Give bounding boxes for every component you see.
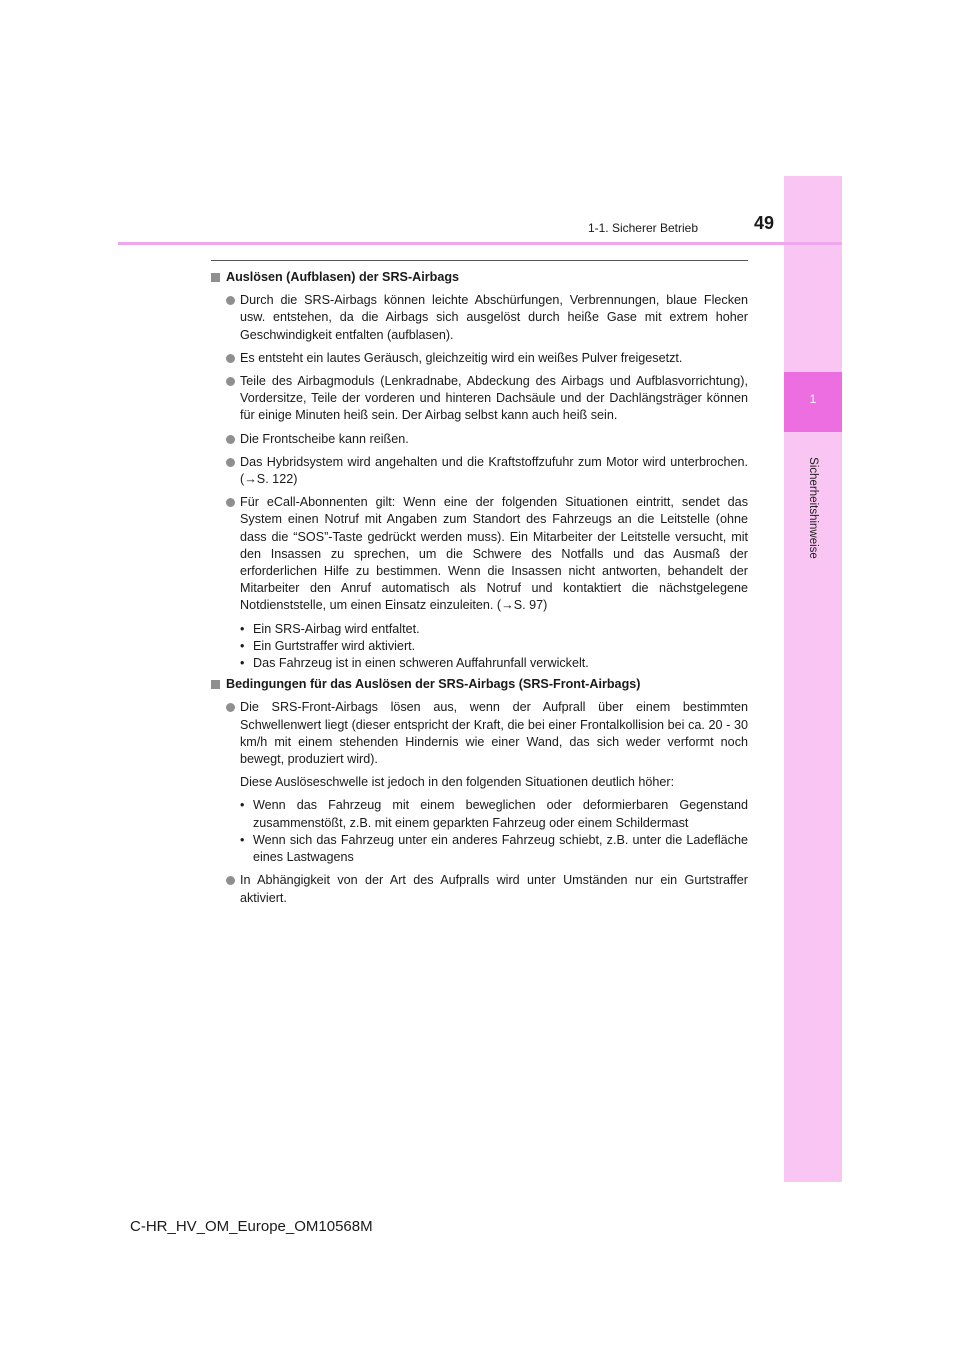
sub-list-item: • Wenn sich das Fahrzeug unter ein anderes Fahrzeug schiebt, z.B. unter die Ladefläche eines Lastwagens xyxy=(240,832,748,866)
list-item-text: Es entsteht ein lautes Geräusch, gleichzeitig wird ein weißes Pulver freigesetzt. xyxy=(240,350,683,365)
square-bullet-icon xyxy=(211,680,220,689)
chapter-number: 1 xyxy=(809,392,817,406)
round-bullet-icon xyxy=(226,458,235,467)
round-bullet-icon xyxy=(226,876,235,885)
round-bullet-icon xyxy=(226,354,235,363)
sub-list-text: Das Fahrzeug ist in einen schweren Auffahrunfall verwickelt. xyxy=(253,656,589,671)
list-item-text: In Abhängigkeit von der Art des Aufpralls wird unter Umständen nur ein Gurtstraffer aktiviert. xyxy=(240,873,748,905)
section-heading xyxy=(211,676,748,693)
round-bullet-icon xyxy=(226,296,235,305)
heading-text: Auslösen (Aufblasen) der SRS-Airbags xyxy=(226,270,460,284)
sub-list-item: • Das Fahrzeug ist in einen schweren Auffahrunfall verwickelt. xyxy=(240,655,748,672)
list-item xyxy=(211,454,748,488)
paragraph: Diese Auslöseschwelle ist jedoch in den folgenden Situationen deutlich höher: xyxy=(240,775,675,790)
square-bullet-icon xyxy=(211,273,220,282)
sub-list-text: Wenn das Fahrzeug mit einem beweglichen oder deformierbaren Gegenstand zusammenstößt, z.B. mit einem geparkten Fahrzeug oder einem Schildermast xyxy=(253,798,748,830)
list-item-text: Durch die SRS-Airbags können leichte Abschürfungen, Verbrennungen, blaue Flecken usw. entstehen, da die Airbags sich ausgelöst durch heiße Gase mit extrem hoher Geschwindigkeit entfalten (aufblasen). xyxy=(240,293,748,342)
sub-list-item: • Ein Gurtstraffer wird aktiviert. xyxy=(240,638,748,655)
document-code: C-HR_HV_OM_Europe_OM10568M xyxy=(130,1218,373,1235)
list-item xyxy=(211,494,748,614)
section-heading xyxy=(211,269,748,286)
chapter-title: Sicherheitshinweise xyxy=(807,457,819,559)
list-item-text: Die SRS-Front-Airbags lösen aus, wenn der Aufprall über einem bestimmten Schwellenwert liegt (dieser entspricht der Kraft, die bei einer Frontalkollision bei ca. 20 - 30 km/h mit einem stehenden Hindernis wie einer Wand, das sich weder verformt noch bewegt, produziert wird). xyxy=(240,700,748,767)
sub-list xyxy=(240,621,748,673)
list-item xyxy=(211,292,748,344)
sub-list xyxy=(240,797,748,866)
page-number: 49 xyxy=(753,213,774,233)
list-item-text: Die Frontscheibe kann reißen. xyxy=(240,431,409,446)
sub-list-text: Ein Gurtstraffer wird aktiviert. xyxy=(253,638,416,653)
sub-list-text: Ein SRS-Airbag wird entfaltet. xyxy=(253,621,420,636)
list-item xyxy=(211,350,748,367)
list-item xyxy=(211,431,748,448)
content-divider xyxy=(211,260,748,261)
round-bullet-icon xyxy=(226,435,235,444)
section-title: 1-1. Sicherer Betrieb xyxy=(587,221,698,235)
round-bullet-icon xyxy=(226,703,235,712)
list-item-text: Für eCall-Abonnenten gilt: Wenn eine der folgenden Situationen eintritt, sendet das System einen Notruf mit Angaben zum Standort des Fahrzeugs an die Leitstelle (ohne dass die “SOS”-Taste gedrückt werden muss). Ein Mitarbeiter der Leitstelle versucht, mit den Insassen zu sprechen, um die Schwere des Notfalls und das Ausmaß der erforderlichen Hilfe zu bestimmen. Wenn die Insassen nicht antworten, behandelt der Mitarbeiter den Anruf automatisch als Notruf und kontaktiert die nächstgelegene Notdienststelle, um einen Einsatz einzuleiten. (→S. 97) xyxy=(240,495,748,613)
list-item xyxy=(211,373,748,425)
list-item-text: Teile des Airbagmoduls (Lenkradnabe, Abdeckung des Airbags und Aufblasvorrichtung), Vordersitze, Teile der vorderen und hinteren Dachsäule und der Dachlängsträger können für einige Minuten heiß sein. Der Airbag selbst kann auch heiß sein. xyxy=(240,374,748,423)
list-item xyxy=(211,872,748,906)
sub-list-item: • Ein SRS-Airbag wird entfaltet. xyxy=(240,621,748,638)
heading-text: Bedingungen für das Auslösen der SRS-Airbags (SRS-Front-Airbags) xyxy=(226,677,641,692)
page-content xyxy=(211,269,748,907)
chapter-side-tab xyxy=(784,176,842,1182)
sub-list-item: • Wenn das Fahrzeug mit einem beweglichen oder deformierbaren Gegenstand zusammenstößt, z.B. mit einem geparkten Fahrzeug oder einem Schildermast xyxy=(240,797,748,831)
list-item xyxy=(211,699,748,768)
header-rule xyxy=(118,242,842,245)
round-bullet-icon xyxy=(226,377,235,386)
list-item-text: Das Hybridsystem wird angehalten und die Kraftstoffzufuhr zum Motor wird unterbrochen. (→S. 122) xyxy=(240,454,748,487)
sub-list-text: Wenn sich das Fahrzeug unter ein anderes Fahrzeug schiebt, z.B. unter die Ladefläche eines Lastwagens xyxy=(253,832,748,865)
round-bullet-icon xyxy=(226,498,235,507)
